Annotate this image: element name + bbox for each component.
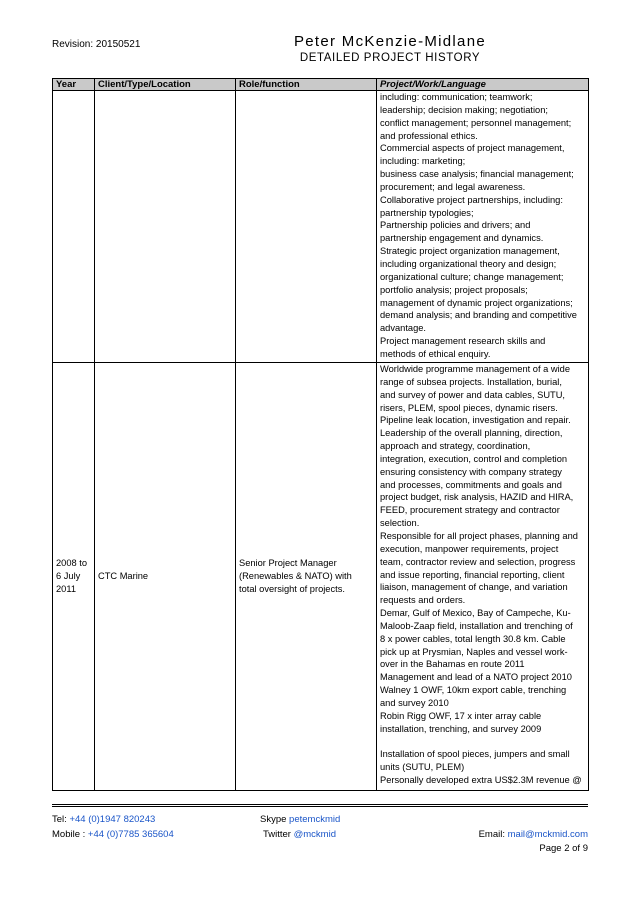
column-header-year: Year bbox=[53, 79, 95, 91]
work-line: procurement; and legal awareness. bbox=[380, 181, 526, 192]
client-cell: CTC Marine bbox=[95, 363, 236, 791]
mobile-label: Mobile : bbox=[52, 829, 88, 840]
footer-twitter bbox=[263, 829, 336, 840]
work-line: Responsible for all project phases, planning and bbox=[380, 530, 578, 541]
work-line: Commercial aspects of project management, bbox=[380, 143, 565, 154]
work-line: partnership engagement and dynamics. bbox=[380, 233, 544, 244]
column-header-role: Role/function bbox=[236, 79, 377, 91]
work-line: business case analysis; financial management; bbox=[380, 169, 574, 180]
page-header bbox=[52, 33, 588, 77]
work-line: Demar, Gulf of Mexico, Bay of Campeche, Ku- bbox=[380, 608, 571, 619]
work-line: Management and lead of a NATO project 2010 bbox=[380, 672, 572, 683]
work-line: execution, manpower requirements, project bbox=[380, 543, 559, 554]
work-line: and issue reporting, financial reporting, client bbox=[380, 569, 565, 580]
work-line: Collaborative project partnerships, including: bbox=[380, 194, 563, 205]
work-line: leadership; decision making; negotiation; bbox=[380, 104, 548, 115]
document-subtitle: DETAILED PROJECT HISTORY bbox=[299, 52, 481, 64]
work-line: management of dynamic project organizations; bbox=[380, 297, 573, 308]
work-line: Pipeline leak location, investigation and repair. bbox=[380, 415, 571, 426]
project-work-cell bbox=[377, 363, 589, 791]
work-line: including: marketing; bbox=[380, 156, 466, 167]
work-line: ensuring consistency with company strategy bbox=[380, 466, 562, 477]
work-line: 8 x power cables, total length 30.8 km. Cable bbox=[380, 633, 566, 644]
work-line: portfolio analysis; project proposals; bbox=[380, 284, 528, 295]
mobile-link[interactable]: +44 (0)7785 365604 bbox=[87, 829, 174, 840]
role-line: total oversight of projects. bbox=[239, 583, 345, 594]
work-line: requests and orders. bbox=[380, 595, 466, 606]
work-line: team, contractor review and selection, progress bbox=[380, 556, 576, 567]
work-line: including: communication; teamwork; bbox=[380, 92, 533, 102]
work-line bbox=[380, 735, 585, 748]
work-line: including organizational theory and design; bbox=[380, 258, 557, 269]
work-line: conflict management; personnel management; bbox=[380, 117, 572, 128]
work-line: organizational culture; change management; bbox=[380, 271, 564, 282]
work-line: advantage. bbox=[380, 323, 427, 334]
footer-skype bbox=[260, 814, 340, 825]
work-line: units (SUTU, PLEM) bbox=[380, 762, 465, 773]
work-line: Personally developed extra US$2.3M revenue @ bbox=[380, 775, 582, 785]
client-cell bbox=[95, 91, 236, 363]
work-line: over in the Bahamas en route 2011 bbox=[380, 659, 525, 670]
year-line: 2008 to bbox=[56, 558, 88, 569]
role-cell bbox=[236, 91, 377, 363]
role-cell bbox=[236, 363, 377, 791]
work-line: selection. bbox=[380, 518, 420, 529]
table-header-row bbox=[53, 79, 589, 91]
role-line: (Renewables & NATO) with bbox=[239, 571, 352, 582]
work-line: Leadership of the overall planning, direction, bbox=[380, 428, 563, 439]
work-line: risers, PLEM, spool pieces, dynamic risers. bbox=[380, 402, 558, 413]
tel-label: Tel: bbox=[52, 814, 70, 825]
year-cell bbox=[53, 363, 95, 791]
column-header-project: Project/Work/Language bbox=[377, 79, 589, 91]
work-line: Partnership policies and drivers; and bbox=[380, 220, 531, 231]
footer-email bbox=[479, 829, 588, 840]
year-cell bbox=[53, 91, 95, 363]
work-line: Robin Rigg OWF, 17 x inter array cable bbox=[380, 710, 542, 721]
work-line: project budget, risk analysis, HAZID and HIRA, bbox=[380, 492, 574, 503]
table-row bbox=[53, 363, 589, 791]
skype-link[interactable]: petemckmid bbox=[289, 814, 341, 825]
footer-mobile bbox=[52, 829, 174, 840]
work-line: Walney 1 OWF, 10km export cable, trenching bbox=[380, 685, 567, 696]
footer-telephone bbox=[52, 814, 155, 825]
year-line: 6 July bbox=[56, 571, 81, 582]
tel-link[interactable]: +44 (0)1947 820243 bbox=[69, 814, 156, 825]
twitter-link[interactable]: @mckmid bbox=[293, 829, 336, 840]
work-line: FEED, procurement strategy and contractor bbox=[380, 505, 560, 516]
project-history-table bbox=[52, 78, 589, 791]
author-name: Peter McKenzie-Midlane bbox=[293, 33, 486, 50]
year-line: 2011 bbox=[56, 583, 76, 594]
revision-label: Revision: 20150521 bbox=[52, 39, 141, 50]
work-line: partnership typologies; bbox=[380, 207, 474, 218]
work-line: installation, trenching, and survey 2009 bbox=[380, 723, 542, 734]
work-line: and processes, commitments and goals and bbox=[380, 479, 562, 490]
email-label: Email: bbox=[478, 829, 508, 840]
work-line: Strategic project organization management, bbox=[380, 246, 560, 257]
work-line: methods of ethical enquiry. bbox=[380, 348, 491, 359]
work-line: approach and strategy, coordination, bbox=[380, 441, 531, 452]
work-line: Project management research skills and bbox=[380, 336, 546, 347]
work-line: range of subsea projects. Installation, burial, bbox=[380, 376, 562, 387]
work-line: and survey of power and data cables, SUTU, bbox=[380, 389, 566, 400]
work-line: Worldwide programme management of a wide bbox=[380, 364, 570, 374]
page-number: Page 2 of 9 bbox=[539, 843, 588, 854]
email-link[interactable]: mail@mckmid.com bbox=[507, 829, 588, 840]
work-line: Maloob-Zaap field, installation and trenching of bbox=[380, 620, 573, 631]
twitter-label: Twitter bbox=[263, 829, 294, 840]
table-row bbox=[53, 91, 589, 363]
work-line: integration, execution, control and completion bbox=[380, 453, 568, 464]
page-footer bbox=[52, 804, 588, 857]
work-line: pick up at Prysmian, Naples and vessel work- bbox=[380, 646, 568, 657]
column-header-client: Client/Type/Location bbox=[95, 79, 236, 91]
work-line: and professional ethics. bbox=[380, 130, 478, 141]
work-line: liaison, management of change, and variation bbox=[380, 582, 568, 593]
skype-label: Skype bbox=[260, 814, 290, 825]
work-line: and survey 2010 bbox=[380, 697, 449, 708]
work-line: Installation of spool pieces, jumpers and small bbox=[380, 749, 570, 760]
role-line: Senior Project Manager bbox=[239, 558, 337, 569]
project-work-cell bbox=[377, 91, 589, 363]
work-line: demand analysis; and branding and competitive bbox=[380, 310, 577, 321]
